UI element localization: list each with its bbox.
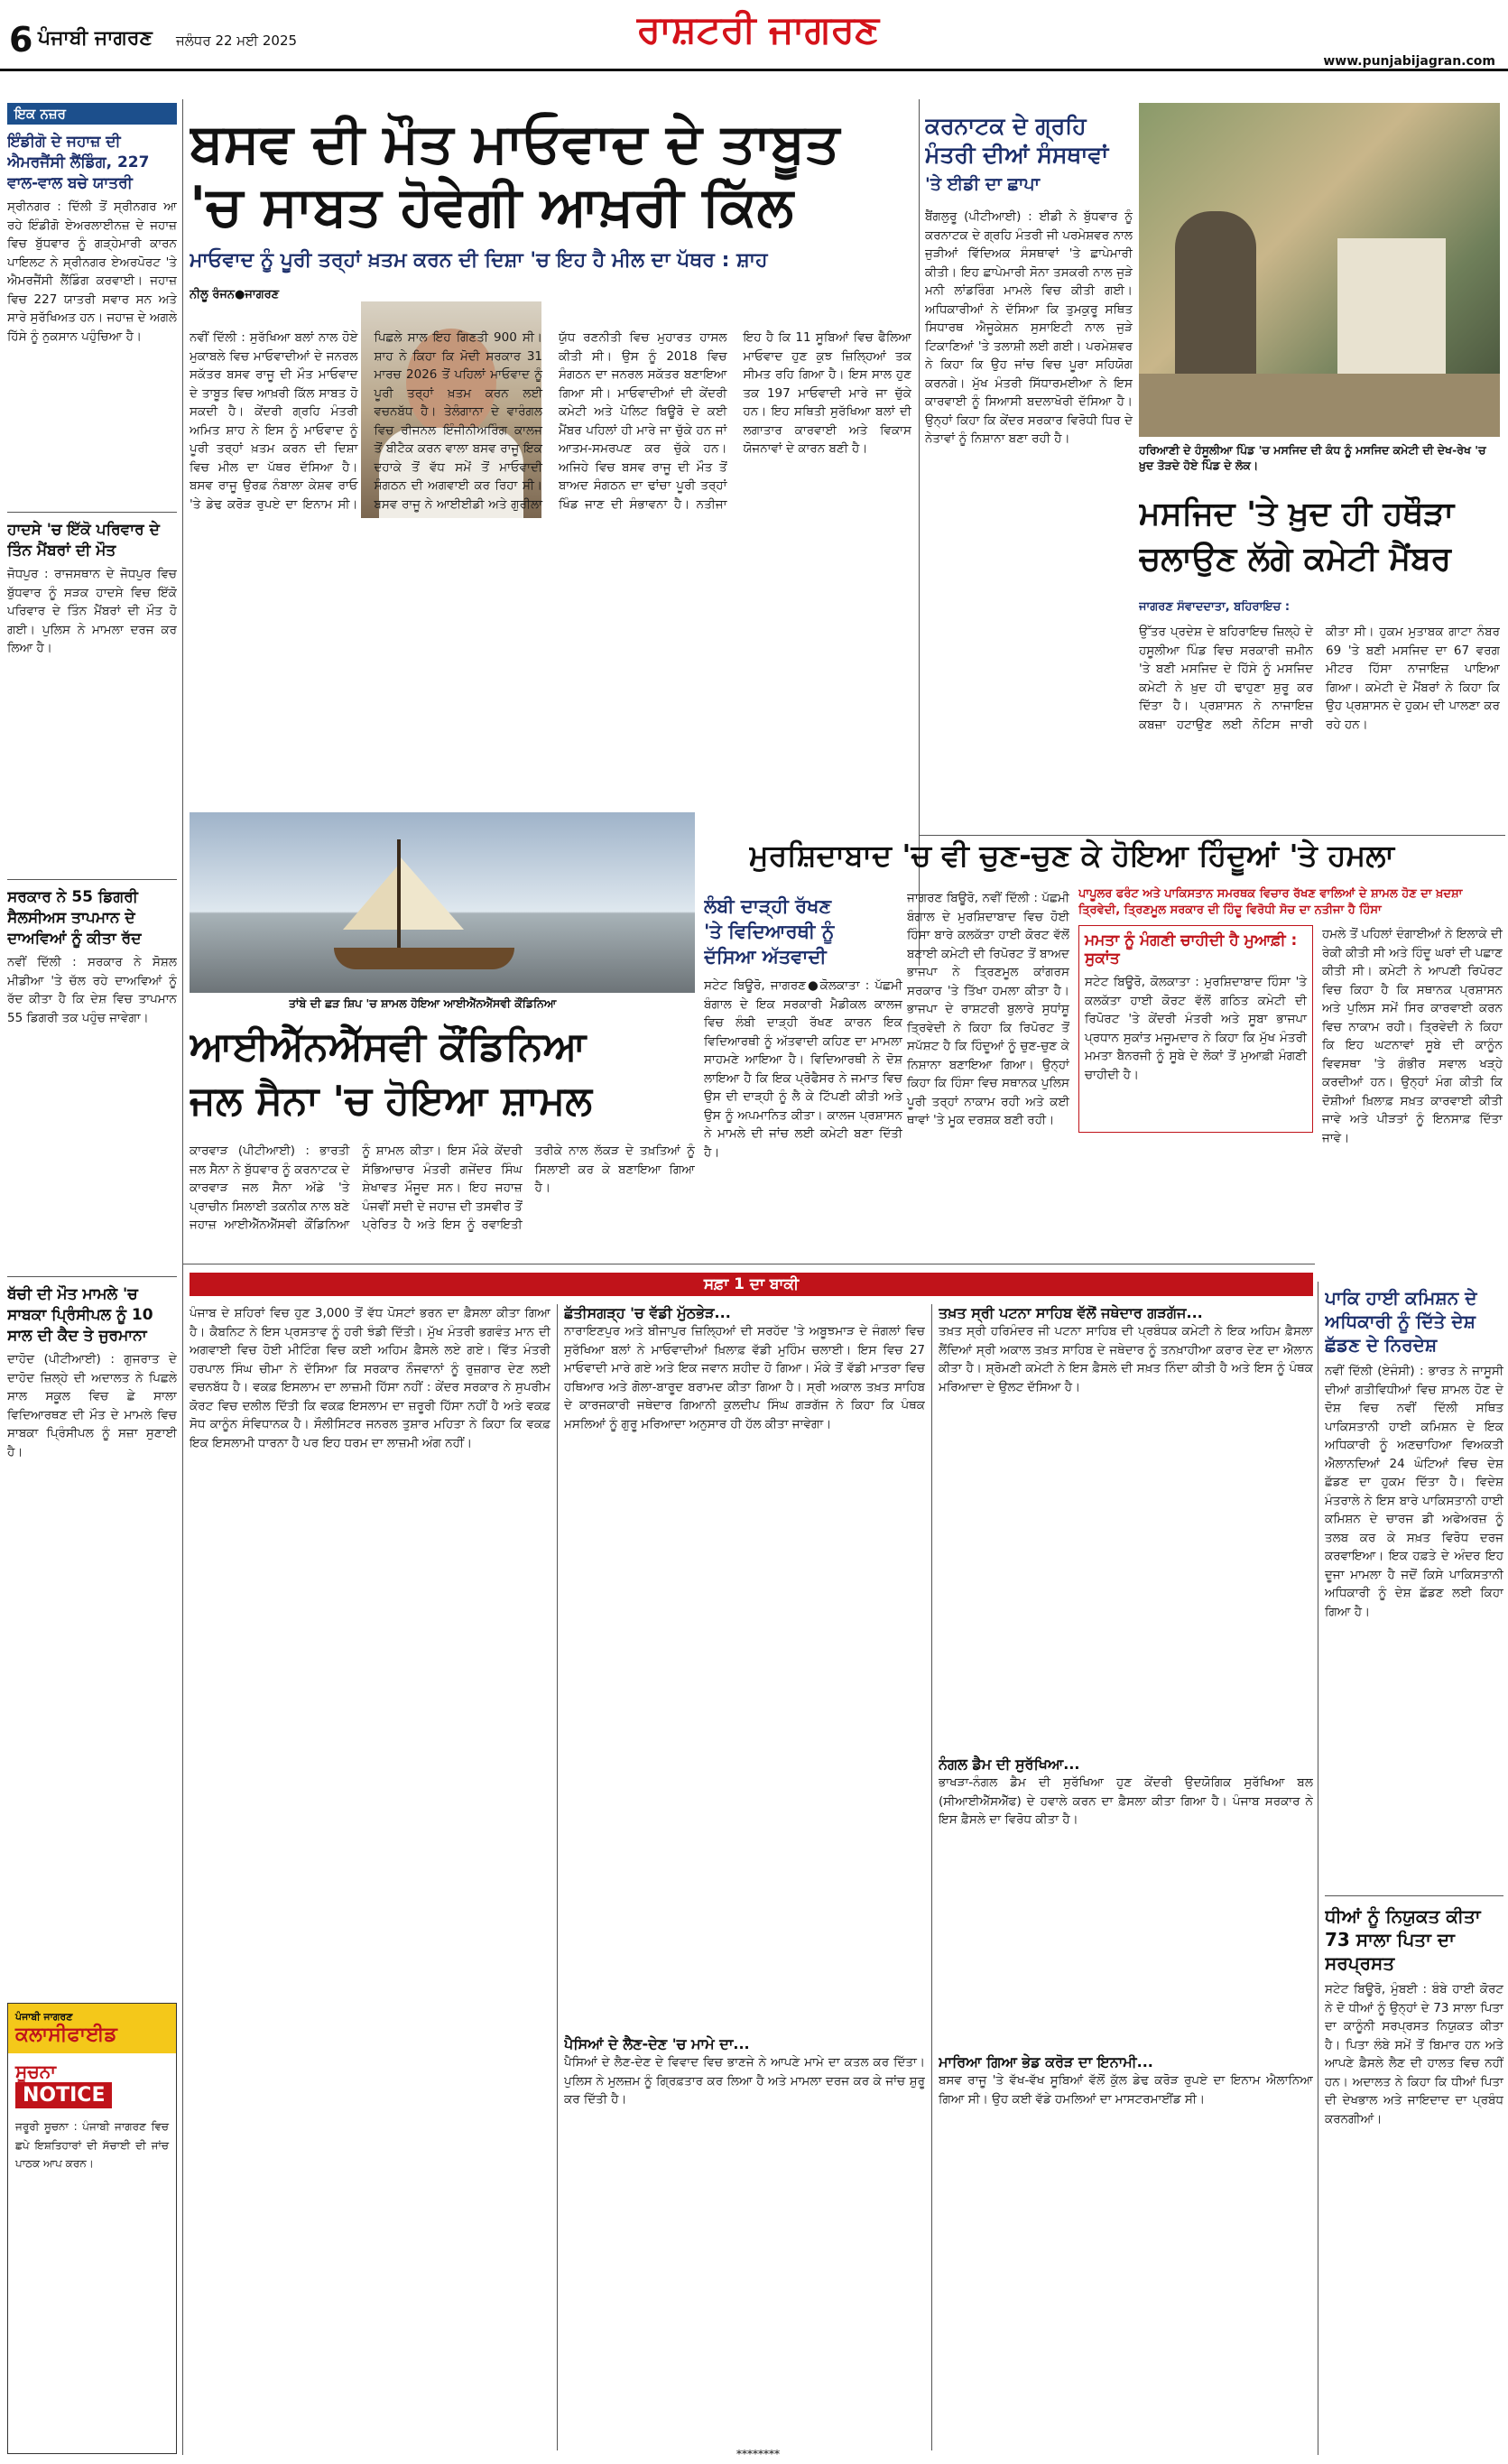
footer-mark: ********	[736, 2448, 780, 2460]
sidebar-body: ਸਟੇਟ ਬਿਊਰੋ, ਕੋਲਕਾਤਾ : ਮੁਰਸ਼ਿਦਾਬਾਦ ਹਿੰਸਾ 'ਤੇ ਕਲਕੱਤਾ ਹਾਈ ਕੋਰਟ ਵੱਲੋਂ ਗਠਿਤ ਕਮੇਟੀ ਦੀ ਰਿਪੋਰਟ 'ਤੇ ਕੇਂਦਰੀ ਮੰਤਰੀ ਅਤੇ ਸੂਬਾ ਭਾਜਪਾ ਪ੍ਰਧਾਨ ਸੁਕਾਂਤ ਮਜੂਮਦਾਰ ਨੇ ਕਿਹਾ ਕਿ ਮੁੱਖ ਮੰਤਰੀ ਮਮਤਾ ਬੈਨਰਜੀ ਨੂੰ ਸੂਬੇ ਦੇ ਲੋਕਾਂ ਤੋਂ ਮੁਆਫ਼ੀ ਮੰਗਣੀ ਚਾਹੀਦੀ ਹੈ।	[1085, 975, 1307, 1082]
continued-body: ਨਾਰਾਇਣਪੁਰ ਅਤੇ ਬੀਜਾਪੁਰ ਜ਼ਿਲ੍ਹਿਆਂ ਦੀ ਸਰਹੱਦ 'ਤੇ ਅਬੂਝਮਾੜ ਦੇ ਜੰਗਲਾਂ ਵਿਚ ਸੁਰੱਖਿਆ ਬਲਾਂ ਨੇ ਮਾਓਵਾਦੀਆਂ ਖ਼ਿਲਾਫ਼ ਵੱਡੀ ਮੁਹਿੰਮ ਚਲਾਈ। ਇਸ ਵਿਚ 27 ਮਾਓਵਾਦੀ ਮਾਰੇ ਗਏ ਅਤੇ ਇਕ ਜਵਾਨ ਸ਼ਹੀਦ ਹੋ ਗਿਆ। ਮੌਕੇ ਤੋਂ ਵੱਡੀ ਮਾਤਰਾ ਵਿਚ ਹਥਿਆਰ ਅਤੇ ਗੋਲਾ-ਬਾਰੂਦ ਬਰਾਮਦ ਕੀਤਾ ਗਿਆ ਹੈ। ਸ੍ਰੀ ਅਕਾਲ ਤਖ਼ਤ ਸਾਹਿਬ ਦੇ ਕਾਰਜਕਾਰੀ ਜਥੇਦਾਰ ਗਿਆਨੀ ਕੁਲਦੀਪ ਸਿੰਘ ਗੜਗੱਜ ਨੇ ਕਿਹਾ ਕਿ ਪੰਥਕ ਮਸਲਿਆਂ ਨੂੰ ਗੁਰੂ ਮਰਿਆਦਾ ਅਨੁਸਾਰ ਹੀ ਹੱਲ ਕੀਤਾ ਜਾਵੇਗਾ।	[564, 1324, 925, 1431]
mosque-caption: ਹਰਿਆਣੀ ਦੇ ਹੰਸੂਲੀਆ ਪਿੰਡ 'ਚ ਮਸਜਿਦ ਦੀ ਕੰਧ ਨੂੰ ਮਸਜਿਦ ਕਮੇਟੀ ਦੀ ਦੇਖ-ਰੇਖ 'ਚ ਖ਼ੁਦ ਤੋੜਦੇ ਹੋਏ ਪਿੰਡ ਦੇ ਲੋਕ।	[1139, 443, 1486, 472]
story-headline: ਬੱਚੀ ਦੀ ਮੌਤ ਮਾਮਲੇ 'ਚ ਸਾਬਕਾ ਪ੍ਰਿੰਸੀਪਲ ਨੂੰ 10 ਸਾਲ ਦੀ ਕੈਦ ਤੇ ਜੁਰਮਾਨਾ	[7, 1285, 153, 1345]
continued-body: ਭਾਖੜਾ-ਨੰਗਲ ਡੈਮ ਦੀ ਸੁਰੱਖਿਆ ਹੁਣ ਕੇਂਦਰੀ ਉਦਯੋਗਿਕ ਸੁਰੱਖਿਆ ਬਲ (ਸੀਆਈਐੱਸਐੱਫ) ਦੇ ਹਵਾਲੇ ਕਰਨ ਦਾ ਫ਼ੈਸਲਾ ਕੀਤਾ ਗਿਆ ਹੈ। ਪੰਜਾਬ ਸਰਕਾਰ ਨੇ ਇਸ ਫ਼ੈਸਲੇ ਦਾ ਵਿਰੋਧ ਕੀਤਾ ਹੈ।	[939, 1775, 1313, 1827]
story-body: ਦਾਹੋਦ (ਪੀਟੀਆਈ) : ਗੁਜਰਾਤ ਦੇ ਦਾਹੋਦ ਜ਼ਿਲ੍ਹੇ ਦੀ ਅਦਾਲਤ ਨੇ ਪਿਛਲੇ ਸਾਲ ਸਕੂਲ ਵਿਚ ਛੇ ਸਾਲਾ ਵਿਦਿਆਰਥਣ ਦੀ ਮੌਤ ਦੇ ਮਾਮਲੇ ਵਿਚ ਸਾਬਕਾ ਪ੍ਰਿੰਸੀਪਲ ਨੂੰ ਸਜ਼ਾ ਸੁਣਾਈ ਹੈ।	[7, 1352, 177, 1459]
paper-name: ਪੰਜਾਬੀ ਜਾਗਰਣ	[38, 27, 153, 50]
story-headline: ਇੰਡੀਗੋ ਦੇ ਜਹਾਜ਼ ਦੀ ਐਮਰਜੈਂਸੀ ਲੈਂਡਿੰਗ, 227 ਵਾਲ-ਵਾਲ ਬਚੇ ਯਾਤਰੀ	[7, 133, 150, 192]
mosque-body: ਉੱਤਰ ਪ੍ਰਦੇਸ਼ ਦੇ ਬਹਿਰਾਇਚ ਜ਼ਿਲ੍ਹੇ ਦੇ ਹਸੂਲੀਆ ਪਿੰਡ ਵਿਚ ਸਰਕਾਰੀ ਜ਼ਮੀਨ 'ਤੇ ਬਣੀ ਮਸਜਿਦ ਦੇ ਹਿੱਸੇ ਨੂੰ ਮਸਜਿਦ ਕਮੇਟੀ ਨੇ ਖ਼ੁਦ ਹੀ ਢਾਹੁਣਾ ਸ਼ੁਰੂ ਕਰ ਦਿੱਤਾ ਹੈ। ਪ੍ਰਸ਼ਾਸਨ ਨੇ ਨਾਜਾਇਜ਼ ਕਬਜ਼ਾ ਹਟਾਉਣ ਲਈ ਨੋਟਿਸ ਜਾਰੀ ਕੀਤਾ ਸੀ। ਹੁਕਮ ਮੁਤਾਬਕ ਗਾਟਾ ਨੰਬਰ 69 'ਤੇ ਬਣੀ ਮਸਜਿਦ ਦਾ 67 ਵਰਗ ਮੀਟਰ ਹਿੱਸਾ ਨਾਜਾਇਜ਼ ਪਾਇਆ ਗਿਆ। ਕਮੇਟੀ ਦੇ ਮੈਂਬਰਾਂ ਨੇ ਕਿਹਾ ਕਿ ਉਹ ਪ੍ਰਸ਼ਾਸਨ ਦੇ ਹੁਕਮ ਦੀ ਪਾਲਣਾ ਕਰ ਰਹੇ ਹਨ।	[1139, 625, 1500, 732]
page-number: 6	[9, 20, 33, 60]
continued-body: ਬਸਵ ਰਾਜੂ 'ਤੇ ਵੱਖ-ਵੱਖ ਸੂਬਿਆਂ ਵੱਲੋਂ ਕੁੱਲ ਡੇਢ ਕਰੋੜ ਰੁਪਏ ਦਾ ਇਨਾਮ ਐਲਾਨਿਆ ਗਿਆ ਸੀ। ਉਹ ਕਈ ਵੱਡੇ ਹਮਲਿਆਂ ਦਾ ਮਾਸਟਰਮਾਈਂਡ ਸੀ।	[939, 2073, 1313, 2107]
murshidabad-body: ਜਾਗਰਣ ਬਿਊਰੋ, ਨਵੀਂ ਦਿੱਲੀ : ਪੱਛਮੀ ਬੰਗਾਲ ਦੇ ਮੁਰਸ਼ਿਦਾਬਾਦ ਵਿਚ ਹੋਈ ਹਿੰਸਾ ਬਾਰੇ ਕਲਕੱਤਾ ਹਾਈ ਕੋਰਟ ਵੱਲੋਂ ਬਣਾਈ ਕਮੇਟੀ ਦੀ ਰਿਪੋਰਟ ਤੋਂ ਬਾਅਦ ਭਾਜਪਾ ਨੇ ਤ੍ਰਿਣਮੂਲ ਕਾਂਗਰਸ ਸਰਕਾਰ 'ਤੇ ਤਿੱਖਾ ਹਮਲਾ ਕੀਤਾ ਹੈ। ਭਾਜਪਾ ਦੇ ਰਾਸ਼ਟਰੀ ਬੁਲਾਰੇ ਸੁਧਾਂਸ਼ੂ ਤ੍ਰਿਵੇਦੀ ਨੇ ਕਿਹਾ ਕਿ ਰਿਪੋਰਟ ਤੋਂ ਸਪੱਸ਼ਟ ਹੈ ਕਿ ਹਿੰਦੂਆਂ ਨੂੰ ਚੁਣ-ਚੁਣ ਕੇ ਨਿਸ਼ਾਨਾ ਬਣਾਇਆ ਗਿਆ। ਉਨ੍ਹਾਂ ਕਿਹਾ ਕਿ ਹਿੰਸਾ ਵਿਚ ਸਥਾਨਕ ਪੁਲਿਸ ਪੂਰੀ ਤਰ੍ਹਾਂ ਨਾਕਾਮ ਰਹੀ ਅਤੇ ਕਈ ਥਾਵਾਂ 'ਤੇ ਮੂਕ ਦਰਸ਼ਕ ਬਣੀ ਰਹੀ।	[907, 891, 1069, 1127]
notice-en: NOTICE	[15, 2082, 112, 2108]
headline-line: ਦੱਸਿਆ ਅੱਤਵਾਦੀ	[704, 946, 827, 968]
karnataka-body: ਬੈਂਗਲੁਰੂ (ਪੀਟੀਆਈ) : ਈਡੀ ਨੇ ਬੁੱਧਵਾਰ ਨੂੰ ਕਰਨਾਟਕ ਦੇ ਗ੍ਰਹਿ ਮੰਤਰੀ ਜੀ ਪਰਮੇਸ਼ਵਰ ਨਾਲ ਜੁੜੀਆਂ ਵਿੱਦਿਅਕ ਸੰਸਥਾਵਾਂ 'ਤੇ ਛਾਪੇਮਾਰੀ ਕੀਤੀ। ਇਹ ਛਾਪੇਮਾਰੀ ਸੋਨਾ ਤਸਕਰੀ ਨਾਲ ਜੁੜੇ ਮਨੀ ਲਾਂਡਰਿੰਗ ਮਾਮਲੇ ਵਿਚ ਕੀਤੀ ਗਈ। ਅਧਿਕਾਰੀਆਂ ਨੇ ਦੱਸਿਆ ਕਿ ਤੁਮਕੁਰੂ ਸਥਿਤ ਸਿਧਾਰਥ ਐਜੂਕੇਸ਼ਨ ਸੁਸਾਇਟੀ ਨਾਲ ਜੁੜੇ ਟਿਕਾਣਿਆਂ 'ਤੇ ਤਲਾਸ਼ੀ ਲਈ ਗਈ। ਪਰਮੇਸ਼ਵਰ ਨੇ ਕਿਹਾ ਕਿ ਉਹ ਜਾਂਚ ਵਿਚ ਪੂਰਾ ਸਹਿਯੋਗ ਕਰਨਗੇ। ਮੁੱਖ ਮੰਤਰੀ ਸਿੱਧਾਰਮਈਆ ਨੇ ਇਸ ਕਾਰਵਾਈ ਨੂੰ ਸਿਆਸੀ ਬਦਲਾਖੋਰੀ ਦੱਸਿਆ ਹੈ। ਉਨ੍ਹਾਂ ਕਿਹਾ ਕਿ ਕੇਂਦਰ ਸਰਕਾਰ ਵਿਰੋਧੀ ਧਿਰ ਦੇ ਨੇਤਾਵਾਂ ਨੂੰ ਨਿਸ਼ਾਨਾ ਬਣਾ ਰਹੀ ਹੈ।	[925, 209, 1133, 446]
website[interactable]: www.punjabijagran.com	[1323, 54, 1495, 69]
bullet-point: ਪਾਪੂਲਰ ਫਰੰਟ ਅਤੇ ਪਾਕਿਸਤਾਨ ਸਮਰਥਕ ਵਿਚਾਰ ਰੱਖਣ ਵਾਲਿਆਂ ਦੇ ਸ਼ਾਮਲ ਹੋਣ ਦਾ ਖ਼ਦਸ਼ਾ	[1078, 887, 1463, 901]
guardian-story	[1325, 1904, 1503, 2446]
headline-line: ਚਲਾਉਣ ਲੱਗੇ ਕਮੇਟੀ ਮੈਂਬਰ	[1139, 541, 1451, 578]
continued-body: ਤਖ਼ਤ ਸ੍ਰੀ ਹਰਿਮੰਦਰ ਜੀ ਪਟਨਾ ਸਾਹਿਬ ਦੀ ਪ੍ਰਬੰਧਕ ਕਮੇਟੀ ਨੇ ਇਕ ਅਹਿਮ ਫ਼ੈਸਲਾ ਲੈਂਦਿਆਂ ਸ੍ਰੀ ਅਕਾਲ ਤਖ਼ਤ ਸਾਹਿਬ ਦੇ ਜਥੇਦਾਰ ਨੂੰ ਤਨਖ਼ਾਹੀਆ ਕਰਾਰ ਦੇਣ ਦਾ ਐਲਾਨ ਕੀਤਾ ਹੈ। ਸ਼੍ਰੋਮਣੀ ਕਮੇਟੀ ਨੇ ਇਸ ਫ਼ੈਸਲੇ ਦੀ ਸਖ਼ਤ ਨਿੰਦਾ ਕੀਤੀ ਹੈ ਅਤੇ ਇਸ ਨੂੰ ਪੰਥਕ ਮਰਿਆਦਾ ਦੇ ਉਲਟ ਦੱਸਿਆ ਹੈ।	[939, 1324, 1313, 1394]
pak-body: ਨਵੀਂ ਦਿੱਲੀ (ਏਜੰਸੀ) : ਭਾਰਤ ਨੇ ਜਾਸੂਸੀ ਦੀਆਂ ਗਤੀਵਿਧੀਆਂ ਵਿਚ ਸ਼ਾਮਲ ਹੋਣ ਦੇ ਦੋਸ਼ ਵਿਚ ਨਵੀਂ ਦਿੱਲੀ ਸਥਿਤ ਪਾਕਿਸਤਾਨੀ ਹਾਈ ਕਮਿਸ਼ਨ ਦੇ ਇਕ ਅਧਿਕਾਰੀ ਨੂੰ ਅਣਚਾਹਿਆ ਵਿਅਕਤੀ ਐਲਾਨਦਿਆਂ 24 ਘੰਟਿਆਂ ਵਿਚ ਦੇਸ਼ ਛੱਡਣ ਦਾ ਹੁਕਮ ਦਿੱਤਾ ਹੈ। ਵਿਦੇਸ਼ ਮੰਤਰਾਲੇ ਨੇ ਇਸ ਬਾਰੇ ਪਾਕਿਸਤਾਨੀ ਹਾਈ ਕਮਿਸ਼ਨ ਦੇ ਚਾਰਜ ਡੀ ਅਫੇਅਰਜ਼ ਨੂੰ ਤਲਬ ਕਰ ਕੇ ਸਖ਼ਤ ਵਿਰੋਧ ਦਰਜ ਕਰਵਾਇਆ। ਇਕ ਹਫ਼ਤੇ ਦੇ ਅੰਦਰ ਇਹ ਦੂਜਾ ਮਾਮਲਾ ਹੈ ਜਦੋਂ ਕਿਸੇ ਪਾਕਿਸਤਾਨੀ ਅਧਿਕਾਰੀ ਨੂੰ ਦੇਸ਼ ਛੱਡਣ ਲਈ ਕਿਹਾ ਗਿਆ ਹੈ।	[1325, 1364, 1503, 1619]
lead-subhead: ਮਾਓਵਾਦ ਨੂੰ ਪੂਰੀ ਤਰ੍ਹਾਂ ਖ਼ਤਮ ਕਰਨ ਦੀ ਦਿਸ਼ਾ 'ਚ ਇਹ ਹੈ ਮੀਲ ਦਾ ਪੱਥਰ : ਸ਼ਾਹ	[190, 249, 768, 272]
continued-subhead: ਪੈਸਿਆਂ ਦੇ ਲੈਣ-ਦੇਣ 'ਚ ਮਾਮੇ ਦਾ...	[564, 2035, 750, 2052]
murshidabad-bullets	[1078, 886, 1503, 919]
pak-headline: ਪਾਕਿ ਹਾਈ ਕਮਿਸ਼ਨ ਦੇ ਅਧਿਕਾਰੀ ਨੂੰ ਦਿੱਤੇ ਦੇਸ਼ ਛੱਡਣ ਦੇ ਨਿਰਦੇਸ਼	[1325, 1287, 1477, 1356]
sidebar-headline: ਮਮਤਾ ਨੂੰ ਮੰਗਣੀ ਚਾਹੀਦੀ ਹੈ ਮੁਆਫ਼ੀ : ਸੁਕਾਂਤ	[1085, 931, 1298, 968]
ship-photo	[190, 812, 695, 993]
headline-line: 'ਤੇ ਵਿਦਿਆਰਥੀ ਨੂੰ	[704, 921, 835, 942]
city-date: ਜਲੰਧਰ 22 ਮਈ 2025	[176, 32, 298, 49]
lead-headline: 'ਚ ਸਾਬਤ ਹੋਵੇਗੀ ਆਖ਼ਰੀ ਕਿੱਲ	[190, 175, 794, 238]
mamata-sidebar	[1078, 925, 1313, 1133]
lead-body: ਨਵੀਂ ਦਿੱਲੀ : ਸੁਰੱਖਿਆ ਬਲਾਂ ਨਾਲ ਹੋਏ ਮੁਕਾਬਲੇ ਵਿਚ ਮਾਓਵਾਦੀਆਂ ਦੇ ਜਨਰਲ ਸਕੱਤਰ ਬਸਵ ਰਾਜੂ ਦੀ ਮੌਤ ਮਾਓਵਾਦ ਦੇ ਤਾਬੂਤ ਵਿਚ ਆਖ਼ਰੀ ਕਿੱਲ ਸਾਬਤ ਹੋ ਸਕਦੀ ਹੈ। ਕੇਂਦਰੀ ਗ੍ਰਹਿ ਮੰਤਰੀ ਅਮਿਤ ਸ਼ਾਹ ਨੇ ਇਸ ਨੂੰ ਮਾਓਵਾਦ ਨੂੰ ਪੂਰੀ ਤਰ੍ਹਾਂ ਖ਼ਤਮ ਕਰਨ ਦੀ ਦਿਸ਼ਾ ਵਿਚ ਮੀਲ ਦਾ ਪੱਥਰ ਦੱਸਿਆ ਹੈ। ਬਸਵ ਰਾਜੂ ਉਰਫ਼ ਨੰਬਾਲਾ ਕੇਸ਼ਵ ਰਾਓ 'ਤੇ ਡੇਢ ਕਰੋੜ ਰੁਪਏ ਦਾ ਇਨਾਮ ਸੀ। ਪਿਛਲੇ ਸਾਲ ਇਹ ਗਿਣਤੀ 900 ਸੀ। ਸ਼ਾਹ ਨੇ ਕਿਹਾ ਕਿ ਮੋਦੀ ਸਰਕਾਰ 31 ਮਾਰਚ 2026 ਤੋਂ ਪਹਿਲਾਂ ਮਾਓਵਾਦ ਨੂੰ ਪੂਰੀ ਤਰ੍ਹਾਂ ਖ਼ਤਮ ਕਰਨ ਲਈ ਵਚਨਬੱਧ ਹੈ। ਤੇਲੰਗਾਨਾ ਦੇ ਵਾਰੰਗਲ ਵਿਚ ਰੀਜਨਲ ਇੰਜੀਨੀਅਰਿੰਗ ਕਾਲਜ ਤੋਂ ਬੀਟੈਕ ਕਰਨ ਵਾਲਾ ਬਸਵ ਰਾਜੂ ਇਕ ਦਹਾਕੇ ਤੋਂ ਵੱਧ ਸਮੇਂ ਤੋਂ ਮਾਓਵਾਦੀ ਸੰਗਠਨ ਦੀ ਅਗਵਾਈ ਕਰ ਰਿਹਾ ਸੀ। ਬਸਵ ਰਾਜੂ ਨੇ ਆਈਈਡੀ ਅਤੇ ਗੁਰੀਲਾ ਯੁੱਧ ਰਣਨੀਤੀ ਵਿਚ ਮੁਹਾਰਤ ਹਾਸਲ ਕੀਤੀ ਸੀ। ਉਸ ਨੂੰ 2018 ਵਿਚ ਸੰਗਠਨ ਦਾ ਜਨਰਲ ਸਕੱਤਰ ਬਣਾਇਆ ਗਿਆ ਸੀ। ਮਾਓਵਾਦੀਆਂ ਦੀ ਕੇਂਦਰੀ ਕਮੇਟੀ ਅਤੇ ਪੋਲਿਟ ਬਿਊਰੋ ਦੇ ਕਈ ਮੈਂਬਰ ਪਹਿਲਾਂ ਹੀ ਮਾਰੇ ਜਾ ਚੁੱਕੇ ਹਨ ਜਾਂ ਆਤਮ-ਸਮਰਪਣ ਕਰ ਚੁੱਕੇ ਹਨ। ਅਜਿਹੇ ਵਿਚ ਬਸਵ ਰਾਜੂ ਦੀ ਮੌਤ ਤੋਂ ਬਾਅਦ ਸੰਗਠਨ ਦਾ ਢਾਂਚਾ ਪੂਰੀ ਤਰ੍ਹਾਂ ਖਿੰਡ ਜਾਣ ਦੀ ਸੰਭਾਵਨਾ ਹੈ। ਨਤੀਜਾ ਇਹ ਹੈ ਕਿ 11 ਸੂਬਿਆਂ ਵਿਚ ਫੈਲਿਆ ਮਾਓਵਾਦ ਹੁਣ ਕੁਝ ਜ਼ਿਲ੍ਹਿਆਂ ਤਕ ਸੀਮਤ ਰਹਿ ਗਿਆ ਹੈ। ਇਸ ਸਾਲ ਹੁਣ ਤਕ 197 ਮਾਓਵਾਦੀ ਮਾਰੇ ਜਾ ਚੁੱਕੇ ਹਨ। ਇਹ ਸਥਿਤੀ ਸੁਰੱਖਿਆ ਬਲਾਂ ਦੀ ਲਗਾਤਾਰ ਕਾਰਵਾਈ ਅਤੇ ਵਿਕਾਸ ਯੋਜਨਾਵਾਂ ਦੇ ਕਾਰਨ ਬਣੀ ਹੈ।	[190, 330, 911, 512]
lead-story	[190, 112, 911, 924]
headline-line: 'ਤੇ ਈਡੀ ਦਾ ਛਾਪਾ	[925, 174, 1041, 194]
byline: ਜਾਗਰਣ ਸੰਵਾਦਦਾਤਾ, ਬਹਿਰਾਇਚ :	[1139, 600, 1291, 614]
headline-line: ਆਈਐੱਨਐੱਸਵੀ ਕੌਂਡਿਨਿਆ	[190, 1024, 587, 1070]
beard-body: ਸਟੇਟ ਬਿਊਰੋ, ਜਾਗਰਣ●ਕੋਲਕਾਤਾ : ਪੱਛਮੀ ਬੰਗਾਲ ਦੇ ਇਕ ਸਰਕਾਰੀ ਮੈਡੀਕਲ ਕਾਲਜ ਵਿਚ ਲੰਬੀ ਦਾੜ੍ਹੀ ਰੱਖਣ ਕਾਰਨ ਇਕ ਵਿਦਿਆਰਥੀ ਨੂੰ ਅੱਤਵਾਦੀ ਕਹਿਣ ਦਾ ਮਾਮਲਾ ਸਾਹਮਣੇ ਆਇਆ ਹੈ। ਵਿਦਿਆਰਥੀ ਨੇ ਦੋਸ਼ ਲਾਇਆ ਹੈ ਕਿ ਇਕ ਪ੍ਰੋਫੈਸਰ ਨੇ ਜਮਾਤ ਵਿਚ ਉਸ ਦੀ ਦਾੜ੍ਹੀ ਨੂੰ ਲੈ ਕੇ ਟਿੱਪਣੀ ਕੀਤੀ ਅਤੇ ਉਸ ਨੂੰ ਅਪਮਾਨਿਤ ਕੀਤਾ। ਕਾਲਜ ਪ੍ਰਸ਼ਾਸਨ ਨੇ ਮਾਮਲੇ ਦੀ ਜਾਂਚ ਲਈ ਕਮੇਟੀ ਬਣਾ ਦਿੱਤੀ ਹੈ।	[704, 978, 902, 1160]
story-body: ਸ੍ਰੀਨਗਰ : ਦਿੱਲੀ ਤੋਂ ਸ੍ਰੀਨਗਰ ਆ ਰਹੇ ਇੰਡੀਗੋ ਏਅਰਲਾਈਨਜ਼ ਦੇ ਜਹਾਜ਼ ਵਿਚ ਬੁੱਧਵਾਰ ਨੂੰ ਗੜ੍ਹੇਮਾਰੀ ਕਾਰਨ ਪਾਇਲਟ ਨੇ ਸ੍ਰੀਨਗਰ ਏਅਰਪੋਰਟ 'ਤੇ ਐਮਰਜੈਂਸੀ ਲੈਂਡਿੰਗ ਕਰਵਾਈ। ਜਹਾਜ਼ ਵਿਚ 227 ਯਾਤਰੀ ਸਵਾਰ ਸਨ ਅਤੇ ਸਾਰੇ ਸੁਰੱਖਿਅਤ ਹਨ। ਜਹਾਜ਼ ਦੇ ਅਗਲੇ ਹਿੱਸੇ ਨੂੰ ਨੁਕਸਾਨ ਪਹੁੰਚਿਆ ਹੈ।	[7, 199, 177, 344]
byline: ਨੀਲੂ ਰੰਜਨ●ਜਾਗਰਣ	[190, 288, 280, 301]
masthead	[0, 0, 1508, 72]
notice-body: ਜਰੂਰੀ ਸੂਚਨਾ : ਪੰਜਾਬੀ ਜਾਗਰਣ ਵਿਚ ਛਪੇ ਇਸ਼ਤਿਹਾਰਾਂ ਦੀ ਸੱਚਾਈ ਦੀ ਜਾਂਚ ਪਾਠਕ ਆਪ ਕਰਨ।	[15, 2120, 169, 2170]
karnataka-story	[925, 112, 1133, 960]
continued-subhead: ਨੰਗਲ ਡੈਮ ਦੀ ਸੁਰੱਖਿਆ...	[939, 1755, 1080, 1773]
murshidabad-headline: ਮੁਰਸ਼ਿਦਾਬਾਦ 'ਚ ਵੀ ਚੁਣ-ਚੁਣ ਕੇ ਹੋਇਆ ਹਿੰਦੂਆਂ 'ਤੇ ਹਮਲਾ	[749, 838, 1394, 873]
navy-body: ਕਾਰਵਾੜ (ਪੀਟੀਆਈ) : ਭਾਰਤੀ ਜਲ ਸੈਨਾ ਨੇ ਬੁੱਧਵਾਰ ਨੂੰ ਕਰਨਾਟਕ ਦੇ ਕਾਰਵਾੜ ਜਲ ਸੈਨਾ ਅੱਡੇ 'ਤੇ ਪ੍ਰਾਚੀਨ ਸਿਲਾਈ ਤਕਨੀਕ ਨਾਲ ਬਣੇ ਜਹਾਜ਼ ਆਈਐੱਨਐੱਸਵੀ ਕੌਂਡਿਨਿਆ ਨੂੰ ਸ਼ਾਮਲ ਕੀਤਾ। ਇਸ ਮੌਕੇ ਕੇਂਦਰੀ ਸੱਭਿਆਚਾਰ ਮੰਤਰੀ ਗਜੇਂਦਰ ਸਿੰਘ ਸ਼ੇਖਾਵਤ ਮੌਜੂਦ ਸਨ। ਇਹ ਜਹਾਜ਼ ਪੰਜਵੀਂ ਸਦੀ ਦੇ ਜਹਾਜ਼ ਦੀ ਤਸਵੀਰ ਤੋਂ ਪ੍ਰੇਰਿਤ ਹੈ ਅਤੇ ਇਸ ਨੂੰ ਰਵਾਇਤੀ ਤਰੀਕੇ ਨਾਲ ਲੱਕੜ ਦੇ ਤਖ਼ਤਿਆਂ ਨੂੰ ਸਿਲਾਈ ਕਰ ਕੇ ਬਣਾਇਆ ਗਿਆ ਹੈ।	[190, 1144, 695, 1232]
continued-subhead: ਮਾਰਿਆ ਗਿਆ ਭੇਡ ਕਰੋੜ ਦਾ ਇਨਾਮੀ...	[939, 2053, 1153, 2070]
lead-headline: ਬਸਵ ਦੀ ਮੌਤ ਮਾਓਵਾਦ ਦੇ ਤਾਬੂਤ	[190, 112, 840, 175]
guardian-headline: ਧੀਆਂ ਨੂੰ ਨਿਯੁਕਤ ਕੀਤਾ 73 ਸਾਲਾ ਪਿਤਾ ਦਾ ਸਰਪ੍ਰਸਤ	[1325, 1905, 1481, 1974]
headline-line: ਜਲ ਸੈਨਾ 'ਚ ਹੋਇਆ ਸ਼ਾਮਲ	[190, 1078, 592, 1124]
sidebar-left	[7, 103, 177, 2459]
classified-brand: ਪੰਜਾਬੀ ਜਾਗਰਣ	[15, 2011, 73, 2023]
sidebar-label: ਇਕ ਨਜ਼ਰ	[7, 103, 177, 125]
continued-banner: ਸਫ਼ਾ 1 ਦਾ ਬਾਕੀ	[190, 1273, 1313, 1296]
story-headline: ਸਰਕਾਰ ਨੇ 55 ਡਿਗਰੀ ਸੈਲਸੀਅਸ ਤਾਪਮਾਨ ਦੇ ਦਾਅਵਿਆਂ ਨੂੰ ਕੀਤਾ ਰੱਦ	[7, 888, 142, 948]
story-body: ਜੋਧਪੁਰ : ਰਾਜਸਥਾਨ ਦੇ ਜੋਧਪੁਰ ਵਿਚ ਬੁੱਧਵਾਰ ਨੂੰ ਸੜਕ ਹਾਦਸੇ ਵਿਚ ਇੱਕੋ ਪਰਿਵਾਰ ਦੇ ਤਿੰਨ ਮੈਂਬਰਾਂ ਦੀ ਮੌਤ ਹੋ ਗਈ। ਪੁਲਿਸ ਨੇ ਮਾਮਲਾ ਦਰਜ ਕਰ ਲਿਆ ਹੈ।	[7, 567, 177, 655]
continued-col1: ਪੰਜਾਬ ਦੇ ਸ਼ਹਿਰਾਂ ਵਿਚ ਹੁਣ 3,000 ਤੋਂ ਵੱਧ ਪੋਸਟਾਂ ਭਰਨ ਦਾ ਫ਼ੈਸਲਾ ਕੀਤਾ ਗਿਆ ਹੈ। ਕੈਬਨਿਟ ਨੇ ਇਸ ਪ੍ਰਸਤਾਵ ਨੂੰ ਹਰੀ ਝੰਡੀ ਦਿੱਤੀ। ਮੁੱਖ ਮੰਤਰੀ ਭਗਵੰਤ ਮਾਨ ਦੀ ਅਗਵਾਈ ਵਿਚ ਹੋਈ ਮੀਟਿੰਗ ਵਿਚ ਕਈ ਅਹਿਮ ਫ਼ੈਸਲੇ ਲਏ ਗਏ। ਵਿੱਤ ਮੰਤਰੀ ਹਰਪਾਲ ਸਿੰਘ ਚੀਮਾ ਨੇ ਦੱਸਿਆ ਕਿ ਸਰਕਾਰ ਨੌਜਵਾਨਾਂ ਨੂੰ ਰੁਜ਼ਗਾਰ ਦੇਣ ਲਈ ਵਚਨਬੱਧ ਹੈ। ਵਕਫ਼ ਇਸਲਾਮ ਦਾ ਲਾਜ਼ਮੀ ਹਿੱਸਾ ਨਹੀਂ : ਕੇਂਦਰ ਸਰਕਾਰ ਨੇ ਸੁਪਰੀਮ ਕੋਰਟ ਵਿਚ ਦਲੀਲ ਦਿੱਤੀ ਕਿ ਵਕਫ਼ ਇਸਲਾਮ ਦਾ ਜ਼ਰੂਰੀ ਹਿੱਸਾ ਨਹੀਂ ਹੈ ਅਤੇ ਵਕਫ਼ ਸੋਧ ਕਾਨੂੰਨ ਸੰਵਿਧਾਨਕ ਹੈ। ਸੌਲੀਸਿਟਰ ਜਨਰਲ ਤੁਸ਼ਾਰ ਮਹਿਤਾ ਨੇ ਕਿਹਾ ਕਿ ਵਕਫ਼ ਇਕ ਇਸਲਾਮੀ ਧਾਰਨਾ ਹੈ ਪਰ ਇਹ ਧਰਮ ਦਾ ਲਾਜ਼ਮੀ ਅੰਗ ਨਹੀਂ।	[190, 1306, 550, 1450]
mosque-photo	[1139, 103, 1500, 437]
continued-headline: ਛੱਤੀਸਗੜ੍ਹ 'ਚ ਵੱਡੀ ਮੁੱਠਭੇੜ...	[564, 1304, 731, 1321]
karnataka-headline	[925, 112, 1133, 199]
headline-line: ਕਰਨਾਟਕ ਦੇ ਗ੍ਰਹਿ	[925, 113, 1087, 139]
navy-headline	[190, 1020, 695, 1137]
story-body: ਨਵੀਂ ਦਿੱਲੀ : ਸਰਕਾਰ ਨੇ ਸੋਸ਼ਲ ਮੀਡੀਆ 'ਤੇ ਚੱਲ ਰਹੇ ਦਾਅਵਿਆਂ ਨੂੰ ਰੱਦ ਕੀਤਾ ਹੈ ਕਿ ਦੇਸ਼ ਵਿਚ ਤਾਪਮਾਨ 55 ਡਿਗਰੀ ਤਕ ਪਹੁੰਚ ਜਾਵੇਗਾ।	[7, 955, 177, 1025]
pak-story	[1325, 1286, 1503, 1882]
continued-body: ਪੈਸਿਆਂ ਦੇ ਲੈਣ-ਦੇਣ ਦੇ ਵਿਵਾਦ ਵਿਚ ਭਾਣਜੇ ਨੇ ਆਪਣੇ ਮਾਮੇ ਦਾ ਕਤਲ ਕਰ ਦਿੱਤਾ। ਪੁਲਿਸ ਨੇ ਮੁਲਜ਼ਮ ਨੂੰ ਗ੍ਰਿਫ਼ਤਾਰ ਕਰ ਲਿਆ ਹੈ ਅਤੇ ਮਾਮਲਾ ਦਰਜ ਕਰ ਕੇ ਜਾਂਚ ਸ਼ੁਰੂ ਕਰ ਦਿੱਤੀ ਹੈ।	[564, 2055, 925, 2107]
classified-box	[7, 2003, 177, 2454]
story-headline: ਹਾਦਸੇ 'ਚ ਇੱਕੋ ਪਰਿਵਾਰ ਦੇ ਤਿੰਨ ਮੈਂਬਰਾਂ ਦੀ ਮੌਤ	[7, 521, 160, 560]
ship-caption: ਤਾਂਬੇ ਦੀ ਛੜ ਸ਼ਿਪ 'ਚ ਸ਼ਾਮਲ ਹੋਇਆ ਆਈਐੱਨਐੱਸਵੀ ਕੌਂਡਿਨਿਆ	[289, 996, 557, 1010]
guardian-body: ਸਟੇਟ ਬਿਊਰੋ, ਮੁੰਬਈ : ਬੰਬੇ ਹਾਈ ਕੋਰਟ ਨੇ ਦੋ ਧੀਆਂ ਨੂੰ ਉਨ੍ਹਾਂ ਦੇ 73 ਸਾਲਾ ਪਿਤਾ ਦਾ ਕਾਨੂੰਨੀ ਸਰਪ੍ਰਸਤ ਨਿਯੁਕਤ ਕੀਤਾ ਹੈ। ਪਿਤਾ ਲੰਬੇ ਸਮੇਂ ਤੋਂ ਬਿਮਾਰ ਹਨ ਅਤੇ ਆਪਣੇ ਫ਼ੈਸਲੇ ਲੈਣ ਦੀ ਹਾਲਤ ਵਿਚ ਨਹੀਂ ਹਨ। ਅਦਾਲਤ ਨੇ ਕਿਹਾ ਕਿ ਧੀਆਂ ਪਿਤਾ ਦੀ ਦੇਖਭਾਲ ਅਤੇ ਜਾਇਦਾਦ ਦਾ ਪ੍ਰਬੰਧ ਕਰਨਗੀਆਂ।	[1325, 1982, 1503, 2126]
bullet-point: ਤ੍ਰਿਵੇਦੀ, ਤ੍ਰਿਣਮੂਲ ਸਰਕਾਰ ਦੀ ਹਿੰਦੂ ਵਿਰੋਧੀ ਸੋਚ ਦਾ ਨਤੀਜਾ ਹੈ ਹਿੰਸਾ	[1078, 903, 1382, 917]
beard-headline	[704, 894, 902, 969]
headline-line: ਮੰਤਰੀ ਦੀਆਂ ਸੰਸਥਾਵਾਂ	[925, 142, 1109, 168]
section-title: ਰਾਸ਼ਟਰੀ ਜਾਗਰਣ	[636, 7, 880, 51]
headline-line: ਲੰਬੀ ਦਾੜ੍ਹੀ ਰੱਖਣ	[704, 895, 832, 917]
continued-col3	[939, 1304, 1313, 2450]
mosque-headline	[1139, 492, 1500, 591]
notice-label: ਸੂਚਨਾ	[15, 2061, 57, 2082]
continued-col2	[564, 1304, 925, 2450]
beard-story	[704, 894, 902, 1255]
continued-headline: ਤਖ਼ਤ ਸ੍ਰੀ ਪਟਨਾ ਸਾਹਿਬ ਵੱਲੋਂ ਜਥੇਦਾਰ ਗੜਗੱਜ...	[939, 1304, 1203, 1321]
classified-title: ਕਲਾਸੀਫਾਈਡ	[15, 2024, 117, 2046]
headline-line: ਮਸਜਿਦ 'ਤੇ ਖ਼ੁਦ ਹੀ ਹਥੌੜਾ	[1139, 496, 1455, 533]
murshidabad-body-cont: ਹਮਲੇ ਤੋਂ ਪਹਿਲਾਂ ਦੰਗਾਈਆਂ ਨੇ ਇਲਾਕੇ ਦੀ ਰੇਕੀ ਕੀਤੀ ਸੀ ਅਤੇ ਹਿੰਦੂ ਘਰਾਂ ਦੀ ਪਛਾਣ ਕੀਤੀ ਸੀ। ਕਮੇਟੀ ਨੇ ਆਪਣੀ ਰਿਪੋਰਟ ਵਿਚ ਕਿਹਾ ਹੈ ਕਿ ਸਥਾਨਕ ਪ੍ਰਸ਼ਾਸਨ ਅਤੇ ਪੁਲਿਸ ਸਮੇਂ ਸਿਰ ਕਾਰਵਾਈ ਕਰਨ ਵਿਚ ਨਾਕਾਮ ਰਹੀ। ਤ੍ਰਿਵੇਦੀ ਨੇ ਕਿਹਾ ਕਿ ਇਹ ਘਟਨਾਵਾਂ ਸੂਬੇ ਦੀ ਕਾਨੂੰਨ ਵਿਵਸਥਾ 'ਤੇ ਗੰਭੀਰ ਸਵਾਲ ਖੜ੍ਹੇ ਕਰਦੀਆਂ ਹਨ। ਉਨ੍ਹਾਂ ਮੰਗ ਕੀਤੀ ਕਿ ਦੋਸ਼ੀਆਂ ਖ਼ਿਲਾਫ਼ ਸਖ਼ਤ ਕਾਰਵਾਈ ਕੀਤੀ ਜਾਵੇ ਅਤੇ ਪੀੜਤਾਂ ਨੂੰ ਇਨਸਾਫ਼ ਦਿੱਤਾ ਜਾਵੇ।	[1322, 927, 1503, 1145]
